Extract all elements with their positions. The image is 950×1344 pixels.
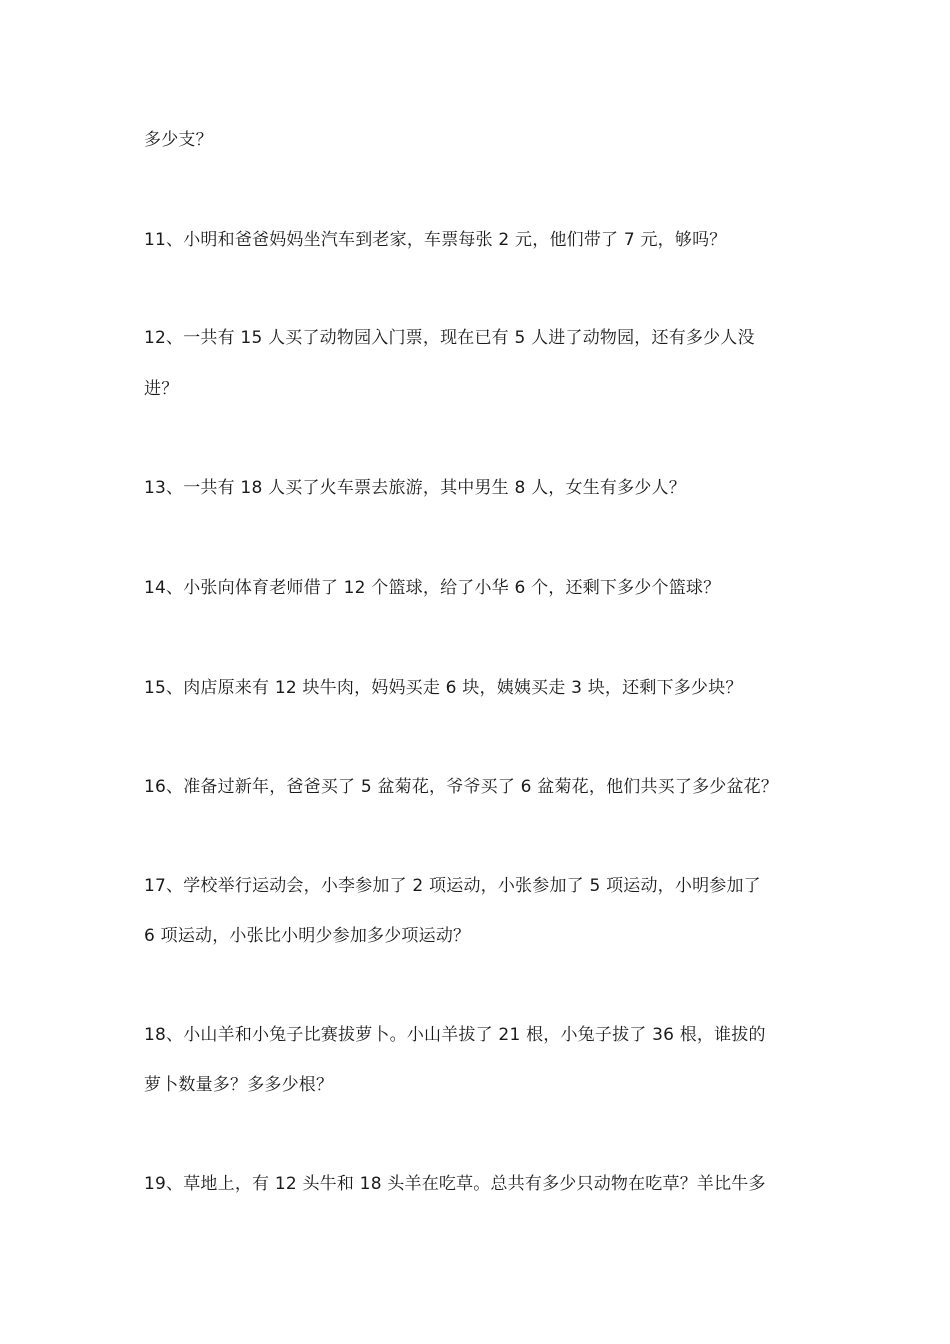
question-11: 11、小明和爸爸妈妈坐汽车到老家，车票每张 2 元，他们带了 7 元，够吗？ [144, 230, 727, 250]
question-13: 13、一共有 18 人买了火车票去旅游，其中男生 8 人，女生有多少人？ [144, 478, 686, 498]
question-14: 14、小张向体育老师借了 12 个篮球，给了小华 6 个，还剩下多少个篮球？ [144, 578, 721, 598]
text-line: 多少支？ [144, 130, 213, 150]
question-16: 16、准备过新年，爸爸买了 5 盆菊花，爷爷买了 6 盆菊花，他们共买了多少盆花？ [144, 777, 779, 797]
text-line: 6 项运动，小张比小明少参加多少项运动？ [144, 926, 471, 946]
question-15: 15、肉店原来有 12 块牛肉，妈妈买走 6 块，姨姨买走 3 块，还剩下多少块？ [144, 678, 743, 698]
question-17: 17、学校举行运动会，小李参加了 2 项运动，小张参加了 5 项运动，小明参加了 [144, 876, 761, 896]
question-12: 12、一共有 15 人买了动物园入门票，现在已有 5 人进了动物园，还有多少人没 [144, 328, 755, 348]
question-18: 18、小山羊和小兔子比赛拔萝卜。小山羊拔了 21 根，小兔子拔了 36 根，谁拔的 [144, 1025, 766, 1045]
question-19: 19、草地上，有 12 头牛和 18 头羊在吃草。总共有多少只动物在吃草？羊比牛多 [144, 1174, 766, 1194]
text-line: 进？ [144, 379, 179, 399]
text-line: 萝卜数量多？多多少根？ [144, 1075, 334, 1095]
